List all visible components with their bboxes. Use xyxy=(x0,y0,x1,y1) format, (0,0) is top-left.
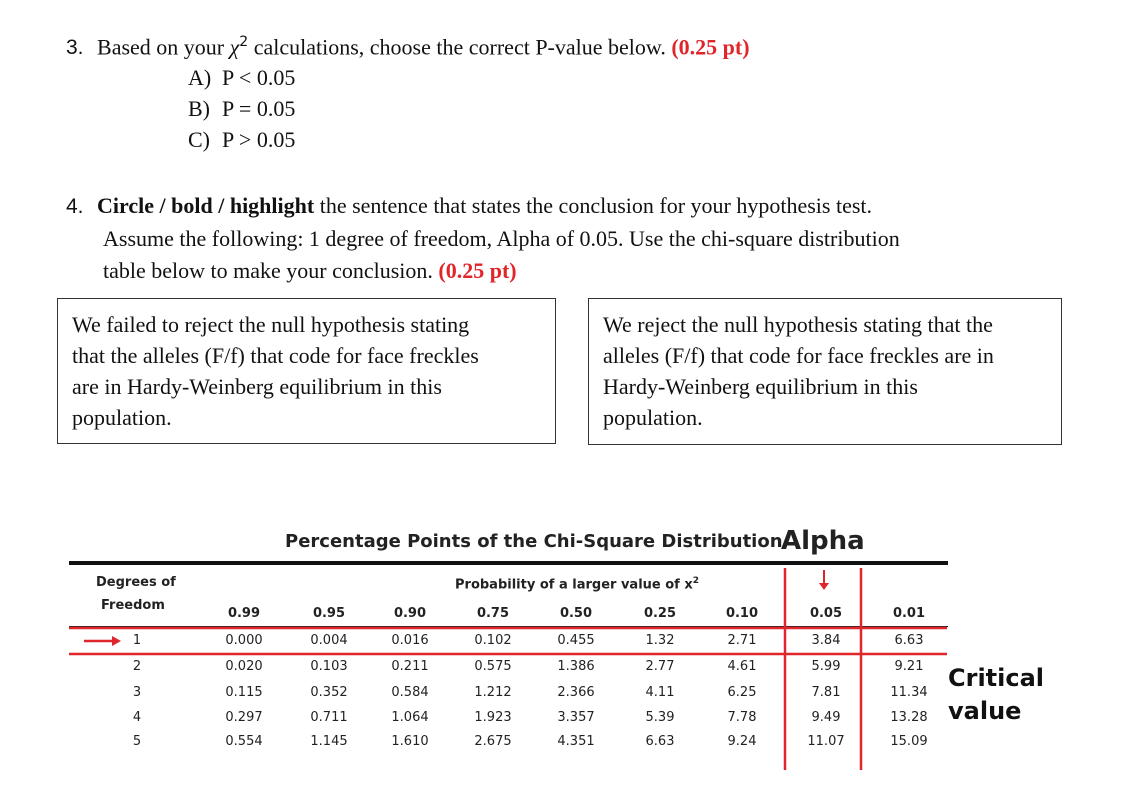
chi-symbol: χ xyxy=(229,34,240,60)
option-letter: B) xyxy=(188,96,210,121)
table-cell: 2.77 xyxy=(645,659,675,674)
question-4-emphasis: Circle / bold / highlight xyxy=(97,193,315,218)
option-text: P < 0.05 xyxy=(222,65,296,90)
table-cell: 0.016 xyxy=(391,633,429,648)
table-cell: 0.211 xyxy=(391,659,429,674)
answer-line: population. xyxy=(603,405,703,430)
table-cell: 5.99 xyxy=(811,659,841,674)
table-cell: 0.584 xyxy=(391,685,429,700)
row-df: 3 xyxy=(132,685,142,700)
probability-exponent: 2 xyxy=(692,576,700,586)
table-cell: 0.103 xyxy=(310,659,348,674)
table-cell: 7.81 xyxy=(811,685,841,700)
option-letter: C) xyxy=(188,127,210,152)
question-3-prompt-end: calculations, choose the correct P-value below. xyxy=(248,34,666,60)
table-cell: 0.455 xyxy=(557,633,595,648)
table-cell: 11.07 xyxy=(807,734,845,749)
table-cell: 0.352 xyxy=(310,685,348,700)
probability-label xyxy=(455,576,699,592)
option-b[interactable] xyxy=(188,96,295,122)
answer-line: We failed to reject the null hypothesis stating xyxy=(72,312,470,337)
answer-reject[interactable] xyxy=(588,298,1062,445)
table-cell: 7.78 xyxy=(727,710,757,725)
table-cell: 1.32 xyxy=(645,633,675,648)
column-header: 0.50 xyxy=(559,606,593,621)
chi-exponent: 2 xyxy=(239,34,249,50)
table-cell: 3.357 xyxy=(557,710,595,725)
df-label-line-1: Degrees of xyxy=(96,575,176,590)
table-cell: 1.145 xyxy=(310,734,348,749)
question-3-prompt-start: Based on your xyxy=(97,34,230,60)
table-cell: 0.297 xyxy=(225,710,263,725)
option-text: P > 0.05 xyxy=(222,127,296,152)
column-header: 0.01 xyxy=(892,606,926,621)
table-title: Percentage Points of the Chi-Square Distribution xyxy=(285,531,783,552)
table-cell: 9.24 xyxy=(727,734,757,749)
table-cell: 1.386 xyxy=(557,659,595,674)
column-header: 0.90 xyxy=(393,606,427,621)
option-letter: A) xyxy=(188,65,212,90)
table-cell: 0.102 xyxy=(474,633,512,648)
question-4-line-1: the sentence that states the conclusion for your hypothesis test. xyxy=(314,193,873,218)
table-cell: 0.115 xyxy=(225,685,263,700)
column-header: 0.99 xyxy=(227,606,261,621)
df-label-line-2: Freedom xyxy=(101,598,165,613)
table-cell: 1.064 xyxy=(391,710,429,725)
answer-line: alleles (F/f) that code for face freckles are in xyxy=(603,343,994,368)
question-3-points: (0.25 pt) xyxy=(671,34,750,60)
table-cell: 3.84 xyxy=(811,633,841,648)
column-header: 0.95 xyxy=(312,606,346,621)
table-cell: 0.554 xyxy=(225,734,263,749)
question-4 xyxy=(66,190,1066,287)
row-df: 5 xyxy=(132,734,142,749)
table-top-rule xyxy=(69,561,948,565)
answer-line: population. xyxy=(72,405,172,430)
column-header: 0.10 xyxy=(725,606,759,621)
row-df: 2 xyxy=(132,659,142,674)
table-cell: 5.39 xyxy=(645,710,675,725)
table-cell: 11.34 xyxy=(890,685,928,700)
table-cell: 0.004 xyxy=(310,633,348,648)
table-cell: 2.71 xyxy=(727,633,757,648)
question-3 xyxy=(66,34,750,60)
answer-line: are in Hardy-Weinberg equilibrium in this xyxy=(72,374,442,399)
table-cell: 2.675 xyxy=(474,734,512,749)
table-cell: 0.575 xyxy=(474,659,512,674)
alpha-title: Alpha xyxy=(781,526,865,556)
table-cell: 15.09 xyxy=(890,734,928,749)
table-cell: 9.49 xyxy=(811,710,841,725)
column-header: 0.25 xyxy=(643,606,677,621)
table-cell: 1.923 xyxy=(474,710,512,725)
probability-label-text: Probability of a larger value of x xyxy=(455,577,693,593)
table-cell: 6.63 xyxy=(894,633,924,648)
table-cell: 6.25 xyxy=(727,685,757,700)
row-df: 1 xyxy=(132,633,142,648)
question-4-line-2: Assume the following: 1 degree of freedom, Alpha of 0.05. Use the chi-square distribution xyxy=(103,226,900,251)
column-header: 0.75 xyxy=(476,606,510,621)
column-header: 0.05 xyxy=(809,606,843,621)
table-cell: 1.212 xyxy=(474,685,512,700)
table-cell: 1.610 xyxy=(391,734,429,749)
option-text: P = 0.05 xyxy=(222,96,296,121)
question-4-number: 4. xyxy=(66,195,84,218)
option-a[interactable] xyxy=(188,65,295,91)
table-cell: 9.21 xyxy=(894,659,924,674)
critical-label-line-2: value xyxy=(948,697,1022,725)
answer-fail-to-reject[interactable] xyxy=(57,298,556,444)
table-cell: 0.711 xyxy=(310,710,348,725)
option-c[interactable] xyxy=(188,127,295,153)
question-4-points: (0.25 pt) xyxy=(438,258,517,283)
table-header-rule xyxy=(69,626,948,627)
table-cell: 0.000 xyxy=(225,633,263,648)
question-4-line-3: table below to make your conclusion. xyxy=(103,258,433,283)
table-cell: 0.020 xyxy=(225,659,263,674)
table-cell: 4.61 xyxy=(727,659,757,674)
table-cell: 13.28 xyxy=(890,710,928,725)
answer-line: We reject the null hypothesis stating that the xyxy=(603,312,993,337)
alpha-arrow-icon xyxy=(819,583,829,590)
answer-line: Hardy-Weinberg equilibrium in this xyxy=(603,374,918,399)
table-cell: 4.11 xyxy=(645,685,675,700)
table-cell: 2.366 xyxy=(557,685,595,700)
question-3-number: 3. xyxy=(66,36,84,60)
table-cell: 4.351 xyxy=(557,734,595,749)
critical-label-line-1: Critical xyxy=(948,664,1045,692)
answer-line: that the alleles (F/f) that code for face freckles xyxy=(72,343,479,368)
row-df: 4 xyxy=(132,710,142,725)
table-cell: 6.63 xyxy=(645,734,675,749)
